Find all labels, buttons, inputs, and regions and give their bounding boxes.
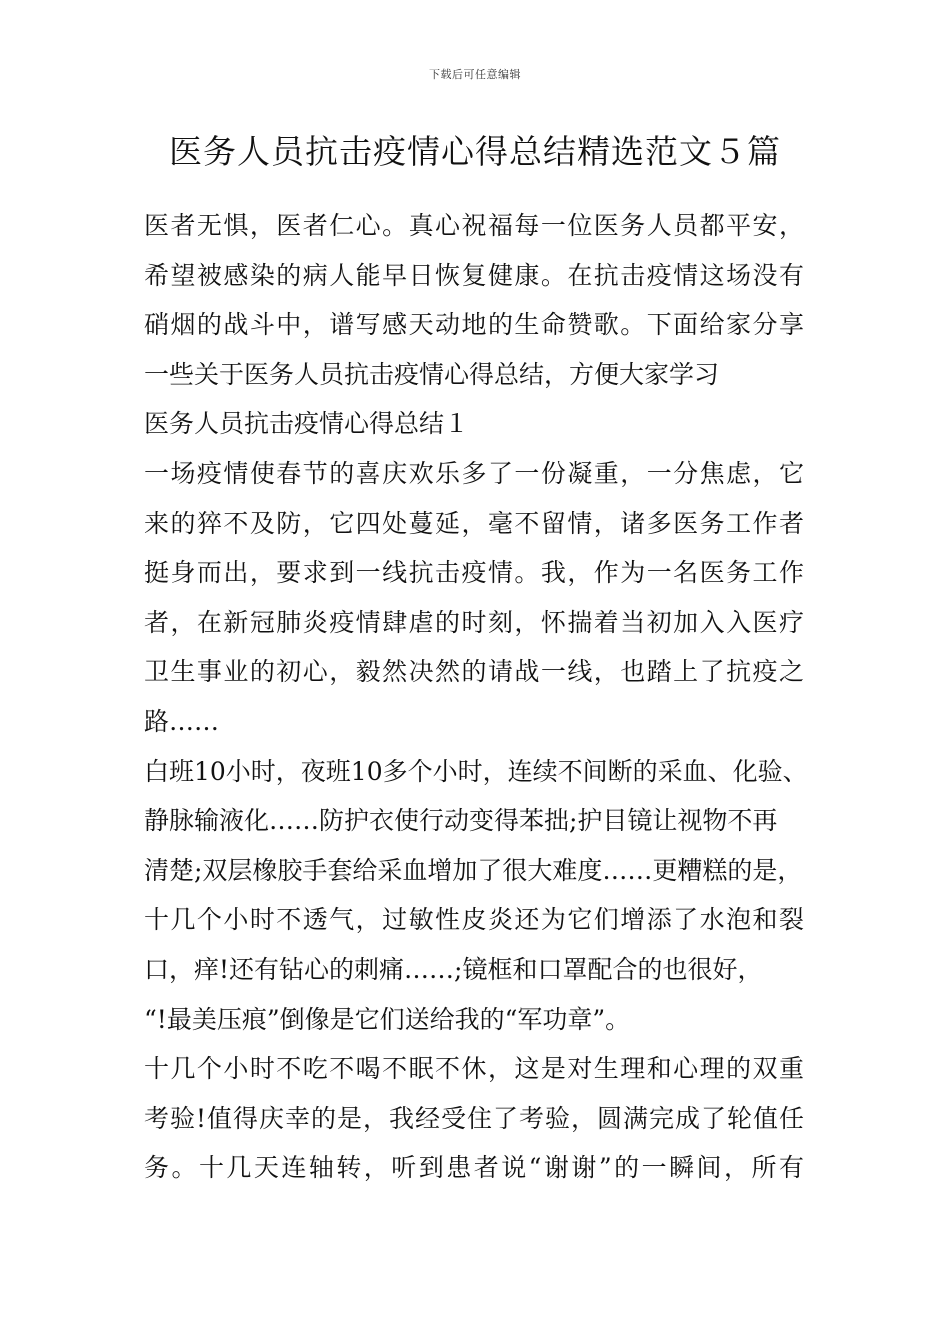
body-line: “!最美压痕”倒像是它们送给我的“军功章”。 <box>144 1004 631 1034</box>
body-line: 一场疫情使春节的喜庆欢乐多了一份凝重，一分焦虑，它 <box>144 458 804 488</box>
document-title: 医务人员抗击疫情心得总结精选范文５篇 <box>169 132 781 171</box>
body-line: 希望被感染的病人能早日恢复健康。在抗击疫情这场没有 <box>144 260 804 290</box>
body-line: 医者无惧，医者仁心。真心祝福每一位医务人员都平安， <box>144 211 804 240</box>
page-header-note: 下载后可任意编辑 <box>429 68 521 81</box>
document-body <box>144 201 834 1193</box>
section-heading: 医务人员抗击疫情心得总结１ <box>144 409 470 439</box>
body-line: 挺身而出，要求到一线抗击疫情。我，作为一名医务工作 <box>144 558 804 588</box>
body-line: 来的猝不及防，它四处蔓延，毫不留情，诸多医务工作者 <box>144 508 804 538</box>
body-line: 白班10小时，夜班10多个小时，连续不间断的采血、化验、 <box>144 756 808 786</box>
body-line: 务。十几天连轴转，听到患者说“谢谢”的一瞬间，所有 <box>144 1153 804 1183</box>
body-line: 口，痒!还有钻心的刺痛……;镜框和口罩配合的也很好， <box>144 954 763 984</box>
body-line: 清楚;双层橡胶手套给采血增加了很大难度……更糟糕的是， <box>144 855 803 885</box>
body-line: 路…… <box>144 706 220 736</box>
body-line: 者，在新冠肺炎疫情肆虐的时刻，怀揣着当初加入入医疗 <box>144 607 804 637</box>
body-line: 静脉输液化……防护衣使行动变得苯拙;护目镜让视物不再 <box>144 806 778 836</box>
body-line: 十几个小时不透气，过敏性皮炎还为它们增添了水泡和裂 <box>144 905 804 935</box>
body-line: 十几个小时不吃不喝不眠不休，这是对生理和心理的双重 <box>144 1054 804 1084</box>
body-line: 硝烟的战斗中，谱写感天动地的生命赞歌。下面给家分享 <box>144 310 804 340</box>
body-line: 一些关于医务人员抗击疫情心得总结，方便大家学习 <box>144 359 720 389</box>
body-line: 考验!值得庆幸的是，我经受住了考验，圆满完成了轮值任 <box>144 1103 804 1133</box>
body-line: 卫生事业的初心，毅然决然的请战一线，也踏上了抗疫之 <box>144 657 804 687</box>
